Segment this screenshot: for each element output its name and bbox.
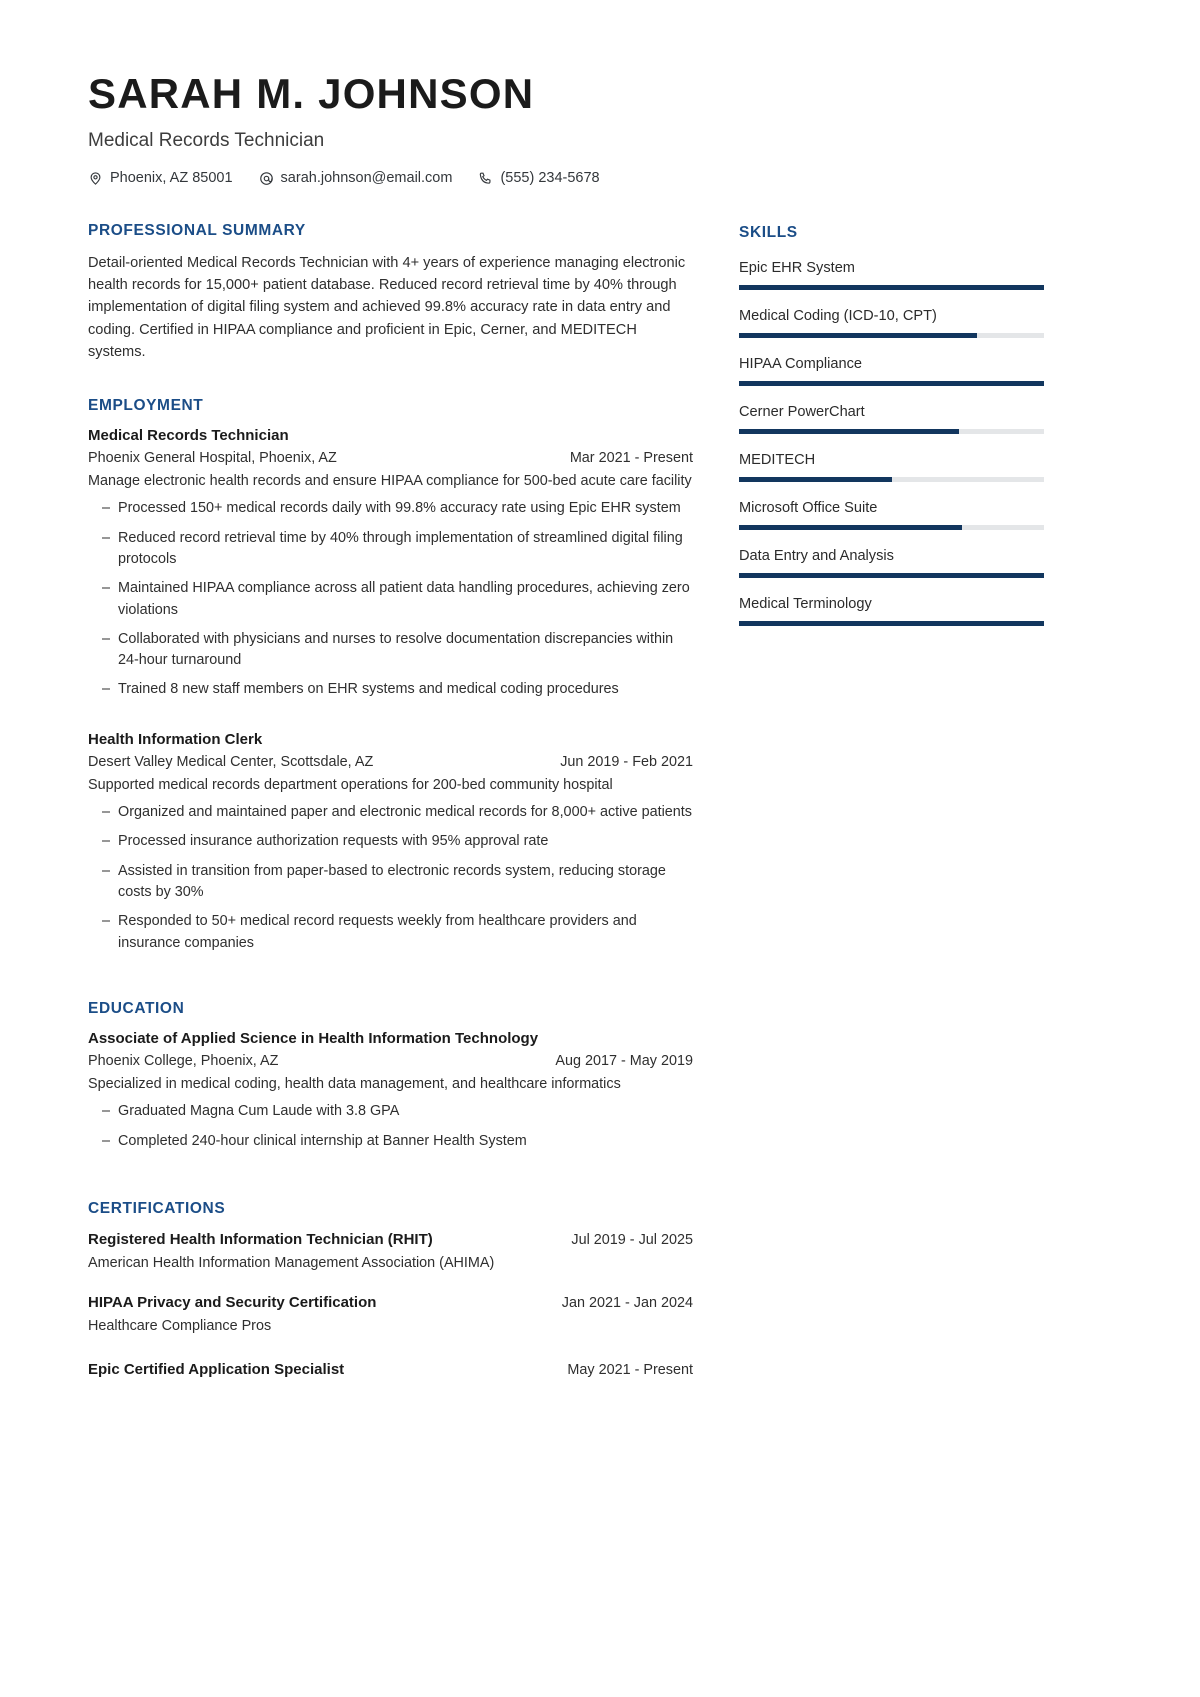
location-pin-icon — [88, 171, 103, 186]
skill-label: Epic EHR System — [739, 260, 855, 277]
contact-location — [88, 170, 233, 186]
skill-bar-track — [739, 477, 1044, 482]
list-item: – Graduated Magna Cum Laude with 3.8 GPA — [88, 1101, 693, 1122]
skill-label: HIPAA Compliance — [739, 356, 863, 373]
section-employment — [88, 397, 693, 954]
section-heading-summary: PROFESSIONAL SUMMARY — [88, 222, 306, 240]
certification-date: Jul 2019 - Jul 2025 — [571, 1231, 693, 1248]
certification-head — [88, 1230, 693, 1250]
list-item: – Reduced record retrieval time by 40% through implementation of streamlined digital filing protocols — [88, 528, 693, 571]
section-education — [88, 1000, 693, 1152]
employment-date: Mar 2021 - Present — [569, 449, 693, 466]
list-item: – Assisted in transition from paper-based to electronic records system, reducing storage costs by 30% — [88, 861, 693, 904]
skill-bar-fill — [739, 381, 1044, 386]
contact-email — [259, 170, 453, 186]
skill-bar-fill — [739, 429, 959, 434]
certification-head — [88, 1293, 693, 1313]
employment-org-line — [88, 450, 693, 466]
employment-job-title: Medical Records Technician — [88, 426, 289, 444]
skill-bar-track — [739, 525, 1044, 530]
skill-bar-fill — [739, 621, 1044, 626]
job-title: Medical Records Technician — [88, 130, 325, 152]
skill-label: Cerner PowerChart — [739, 404, 865, 421]
skill-item — [739, 404, 1044, 434]
certification-date: Jan 2021 - Jan 2024 — [561, 1295, 693, 1312]
employment-bullets — [88, 802, 693, 954]
certification-name: HIPAA Privacy and Security Certification — [88, 1294, 377, 1312]
skill-bar-track — [739, 621, 1044, 626]
skill-label: MEDITECH — [739, 452, 816, 469]
employment-entry — [88, 427, 693, 701]
certification-name: Registered Health Information Technician (RHIT) — [88, 1230, 433, 1248]
skill-bar-track — [739, 573, 1044, 578]
skill-item — [739, 500, 1044, 530]
resume-header — [88, 72, 1112, 186]
certification-date: May 2021 - Present — [567, 1362, 693, 1379]
skill-bar-fill — [739, 525, 962, 530]
contact-row — [88, 170, 1112, 186]
section-heading-employment: EMPLOYMENT — [88, 396, 204, 414]
contact-location-text: Phoenix, AZ 85001 — [110, 170, 233, 187]
skill-bar-fill — [739, 333, 977, 338]
skill-bar-fill — [739, 477, 892, 482]
skill-bar-fill — [739, 285, 1044, 290]
certification-entry — [88, 1293, 693, 1334]
section-heading-certifications: CERTIFICATIONS — [88, 1199, 226, 1217]
employment-date: Jun 2019 - Feb 2021 — [560, 753, 693, 770]
education-date: Aug 2017 - May 2019 — [555, 1052, 693, 1069]
education-school-line — [88, 1053, 693, 1069]
employment-bullets — [88, 498, 693, 701]
contact-phone-text: (555) 234-5678 — [500, 170, 600, 187]
skill-bar-track — [739, 285, 1044, 290]
certification-head — [88, 1360, 693, 1380]
education-description: Specialized in medical coding, health data management, and healthcare informatics — [88, 1075, 621, 1092]
list-item: – Processed insurance authorization requests with 95% approval rate — [88, 831, 693, 852]
skill-item — [739, 260, 1044, 290]
skill-item — [739, 452, 1044, 482]
main-column — [88, 222, 693, 1415]
employment-job-title: Health Information Clerk — [88, 730, 263, 748]
employment-org: Phoenix General Hospital, Phoenix, AZ — [88, 449, 337, 466]
skill-item — [739, 596, 1044, 626]
skill-label: Medical Coding (ICD-10, CPT) — [739, 308, 937, 325]
education-entry — [88, 1030, 693, 1152]
skill-label: Medical Terminology — [739, 596, 872, 613]
section-certifications — [88, 1200, 693, 1381]
employment-description: Manage electronic health records and ensure HIPAA compliance for 500-bed acute care facility — [88, 472, 692, 489]
list-item: – Collaborated with physicians and nurses to resolve documentation discrepancies within 24-hour turnaround — [88, 629, 693, 672]
list-item: – Responded to 50+ medical record requests weekly from healthcare providers and insurance companies — [88, 911, 693, 954]
list-item: – Organized and maintained paper and electronic medical records for 8,000+ active patients — [88, 802, 693, 823]
skill-item — [739, 308, 1044, 338]
skill-bar-track — [739, 381, 1044, 386]
email-icon — [259, 171, 274, 186]
list-item: – Trained 8 new staff members on EHR systems and medical coding procedures — [88, 679, 693, 700]
education-bullets — [88, 1101, 693, 1152]
contact-phone — [478, 170, 599, 186]
certification-name: Epic Certified Application Specialist — [88, 1361, 345, 1379]
content-columns — [88, 222, 1112, 1415]
employment-org-line — [88, 754, 693, 770]
skill-label: Data Entry and Analysis — [739, 548, 894, 565]
skill-item — [739, 548, 1044, 578]
contact-email-text: sarah.johnson@email.com — [280, 170, 453, 187]
employment-entry — [88, 731, 693, 954]
list-item: – Maintained HIPAA compliance across all patient data handling procedures, achieving zero violations — [88, 578, 693, 621]
education-school: Phoenix College, Phoenix, AZ — [88, 1052, 279, 1069]
certification-entry — [88, 1360, 693, 1380]
section-heading-skills: SKILLS — [739, 224, 798, 242]
list-item: – Completed 240-hour clinical internship at Banner Health System — [88, 1131, 693, 1152]
section-professional-summary — [88, 222, 693, 363]
phone-icon — [478, 171, 493, 186]
certification-entry — [88, 1230, 693, 1271]
employment-description: Supported medical records department operations for 200-bed community hospital — [88, 776, 613, 793]
skill-label: Microsoft Office Suite — [739, 500, 878, 517]
employment-org: Desert Valley Medical Center, Scottsdale, AZ — [88, 753, 374, 770]
skill-bar-track — [739, 429, 1044, 434]
side-column — [739, 222, 1044, 644]
certification-issuer: American Health Information Management Association (AHIMA) — [88, 1255, 495, 1272]
skill-item — [739, 356, 1044, 386]
page-title: SARAH M. JOHNSON — [88, 70, 535, 117]
skill-bar-track — [739, 333, 1044, 338]
skill-bar-fill — [739, 573, 1044, 578]
list-item: – Processed 150+ medical records daily with 99.8% accuracy rate using Epic EHR system — [88, 498, 693, 519]
certification-issuer: Healthcare Compliance Pros — [88, 1318, 272, 1335]
education-degree: Associate of Applied Science in Health Information Technology — [88, 1029, 539, 1047]
section-heading-education: EDUCATION — [88, 999, 185, 1017]
summary-text: Detail-oriented Medical Records Technician with 4+ years of experience managing electronic health records for 15,000+ patient database. Reduced record retrieval time by 40% through implementation of digital filing system and achieved 99.8% accuracy rate in data entry and coding. Certified in HIPAA compliance and proficient in Epic, Cerner, and MEDITECH systems. — [88, 255, 686, 360]
